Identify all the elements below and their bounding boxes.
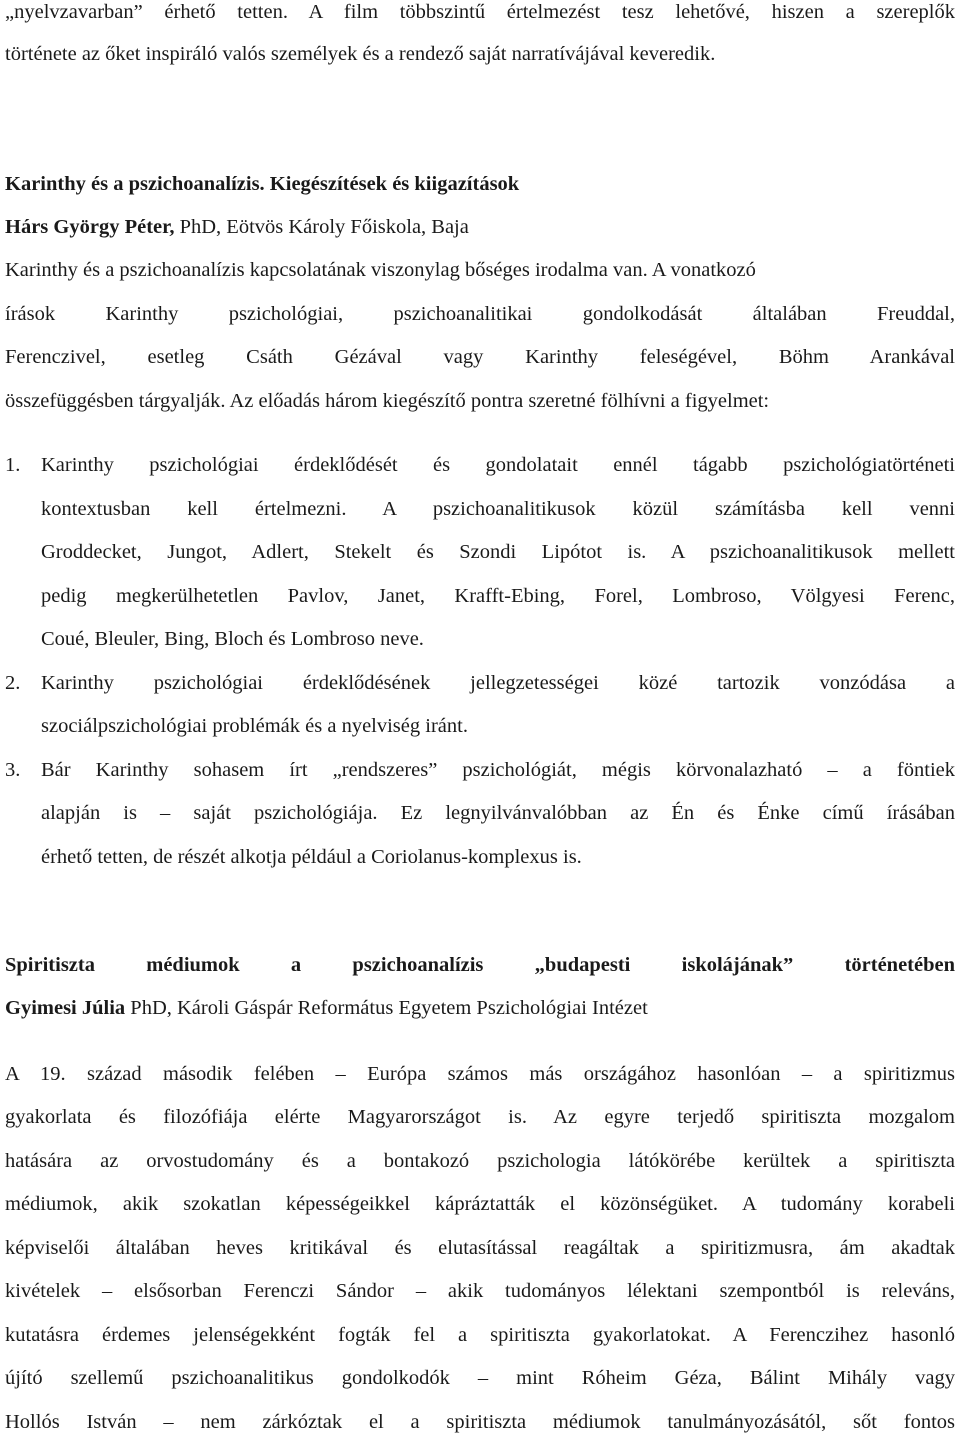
- point-2-number: 2.: [5, 672, 21, 694]
- section1-paragraph-line: Karinthy és a pszichoanalízis kapcsolatának viszonylag bőséges irodalma van. A vonatkozó: [5, 259, 756, 281]
- point-1-line: Coué, Bleuler, Bing, Bloch és Lombroso neve.: [41, 628, 424, 650]
- section1-paragraph-line: összefüggésben tárgyalják. Az előadás három kiegészítő pontra szeretné fölhívni a figyelmet:: [5, 390, 770, 412]
- section2-paragraph-line: médiumok, akik szokatlan képességeikkel kápráztatták el közönségüket. A tudomány korabeli: [5, 1193, 955, 1215]
- section1-author-name: Hárs György Péter,: [5, 216, 175, 238]
- section1-author-affiliation: PhD, Eötvös Károly Főiskola, Baja: [174, 216, 469, 238]
- point-1-line: pedig megkerülhetetlen Pavlov, Janet, Krafft-Ebing, Forel, Lombroso, Völgyesi Ferenc,: [41, 585, 955, 607]
- point-1-line: Groddecket, Jungot, Adlert, Stekelt és Szondi Lipótot is. A pszichoanalitikusok mellett: [41, 541, 955, 563]
- section2-author: [5, 996, 648, 1020]
- section2-paragraph-line: képviselői általában heves kritikával és elutasítással reagáltak a spiritizmusra, ám akadtak: [5, 1237, 955, 1259]
- intro-line-1: „nyelvzavarban” érhető tetten. A film többszintű értelmezést tesz lehetővé, hiszen a szereplők: [5, 1, 955, 23]
- section1-paragraph-line: írások Karinthy pszichológiai, pszichoanalitikai gondolkodását általában Freuddal,: [5, 303, 955, 325]
- point-3-line: Bár Karinthy sohasem írt „rendszeres” pszichológiát, mégis körvonalazható – a föntiek: [41, 759, 955, 781]
- section2-paragraph-line: A 19. század második felében – Európa számos más országához hasonlóan – a spiritizmus: [5, 1063, 955, 1085]
- section1-paragraph-line: Ferenczivel, esetleg Csáth Gézával vagy Karinthy feleségével, Böhm Arankával: [5, 346, 955, 368]
- section2-paragraph-line: Hollós István – nem zárkóztak el a spiritiszta médiumok tanulmányozásától, sőt fontos: [5, 1411, 955, 1433]
- intro-line-2: története az őket inspiráló valós személyek és a rendező saját narratívájával keveredik.: [5, 43, 716, 65]
- point-3-line: alapján is – saját pszichológiája. Ez legnyilvánvalóbban az Én és Énke című írásában: [41, 802, 955, 824]
- section1-author: [5, 215, 469, 239]
- point-3-number: 3.: [5, 759, 21, 781]
- section1-title: Karinthy és a pszichoanalízis. Kiegészítések és kiigazítások: [5, 173, 520, 195]
- point-3-line: érhető tetten, de részét alkotja például a Coriolanus-komplexus is.: [41, 846, 582, 868]
- point-2-line: Karinthy pszichológiai érdeklődésének jellegzetességei közé tartozik vonzódása a: [41, 672, 955, 694]
- point-1-line: Karinthy pszichológiai érdeklődését és gondolatait ennél tágabb pszichológiatörténeti: [41, 454, 955, 476]
- section2-paragraph-line: gyakorlata és filozófiája elérte Magyarországot is. Az egyre terjedő spiritiszta mozgalom: [5, 1106, 955, 1128]
- section2-author-name: Gyimesi Júlia: [5, 997, 126, 1019]
- section2-paragraph-line: kutatásra érdemes jelenségekként fogták fel a spiritiszta gyakorlatokat. A Ferenczihez hasonló: [5, 1324, 955, 1346]
- section2-paragraph-line: újító szellemű pszichoanalitikus gondolkodók – mint Róheim Géza, Bálint Mihály vagy: [5, 1367, 955, 1389]
- section2-paragraph-line: hatására az orvostudomány és a bontakozó pszichologia látókörébe kerültek a spiritiszta: [5, 1150, 955, 1172]
- section2-title: Spiritiszta médiumok a pszichoanalízis „budapesti iskolájának” történetében: [5, 954, 955, 976]
- point-1-number: 1.: [5, 454, 21, 476]
- point-1-line: kontextusban kell értelmezni. A pszichoanalitikusok közül számításba kell venni: [41, 498, 955, 520]
- section2-author-affiliation: PhD, Károli Gáspár Református Egyetem Pszichológiai Intézet: [125, 997, 648, 1019]
- point-2-line: szociálpszichológiai problémák és a nyelviség iránt.: [41, 715, 468, 737]
- section2-paragraph-line: kivételek – elsősorban Ferenczi Sándor – akik tudományos lélektani szempontból is releváns,: [5, 1280, 955, 1302]
